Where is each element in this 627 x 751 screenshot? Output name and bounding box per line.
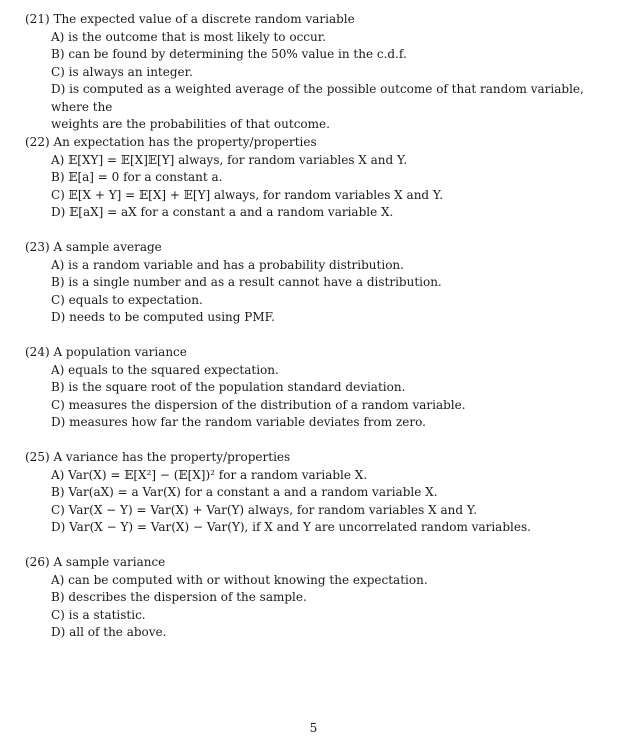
option-d: D) is computed as a weighted average of the possible outcome of that random variable, where the — [51, 82, 584, 114]
option-d: D) Var(X − Y) = Var(X) − Var(Y), if X and Y are uncorrelated random variables. — [51, 520, 531, 534]
option-a: A) 𝔼[XY] = 𝔼[X]𝔼[Y] always, for random variables X and Y. — [51, 152, 408, 167]
question-title: (23) A sample average — [25, 240, 162, 254]
option-c: C) measures the dispersion of the distribution of a random variable. — [51, 397, 466, 412]
option-a: A) Var(X) = 𝔼[X²] − (𝔼[X])² for a random variable X. — [51, 467, 368, 482]
option-c: C) is always an integer. — [51, 64, 193, 79]
option-d: D) measures how far the random variable deviates from zero. — [51, 415, 426, 429]
question-23 — [25, 239, 600, 327]
option-c: C) is a statistic. — [51, 607, 146, 622]
question-21 — [25, 11, 600, 134]
option-d: D) needs to be computed using PMF. — [51, 310, 275, 324]
question-title: (21) The expected value of a discrete random variable — [25, 12, 355, 26]
option-a: A) is the outcome that is most likely to occur. — [51, 29, 326, 44]
option-a: A) is a random variable and has a probability distribution. — [51, 257, 404, 272]
option-c: C) equals to expectation. — [51, 292, 203, 307]
option-a: A) can be computed with or without knowing the expectation. — [51, 572, 428, 587]
question-title: (24) A population variance — [25, 345, 187, 359]
question-title: (22) An expectation has the property/properties — [25, 135, 317, 149]
option-b: B) describes the dispersion of the sample. — [51, 590, 307, 604]
page-number: 5 — [309, 721, 318, 735]
option-b: B) Var(aX) = a Var(X) for a constant a and a random variable X. — [51, 485, 438, 499]
question-25 — [25, 449, 600, 537]
option-d: D) 𝔼[aX] = aX for a constant a and a random variable X. — [51, 205, 394, 219]
option-a: A) equals to the squared expectation. — [51, 362, 279, 377]
option-d-continuation: weights are the probabilities of that outcome. — [51, 117, 330, 131]
question-title: (26) A sample variance — [25, 555, 166, 569]
question-22 — [25, 134, 600, 222]
question-title: (25) A variance has the property/properties — [25, 450, 291, 464]
option-c: C) 𝔼[X + Y] = 𝔼[X] + 𝔼[Y] always, for random variables X and Y. — [51, 187, 444, 202]
question-24 — [25, 344, 600, 432]
option-b: B) is a single number and as a result cannot have a distribution. — [51, 275, 442, 289]
option-d: D) all of the above. — [51, 625, 167, 639]
option-b: B) 𝔼[a] = 0 for a constant a. — [51, 170, 223, 184]
option-b: B) can be found by determining the 50% value in the c.d.f. — [51, 47, 407, 61]
question-26 — [25, 554, 600, 642]
option-c: C) Var(X − Y) = Var(X) + Var(Y) always, for random variables X and Y. — [51, 502, 478, 517]
option-b: B) is the square root of the population standard deviation. — [51, 380, 406, 394]
